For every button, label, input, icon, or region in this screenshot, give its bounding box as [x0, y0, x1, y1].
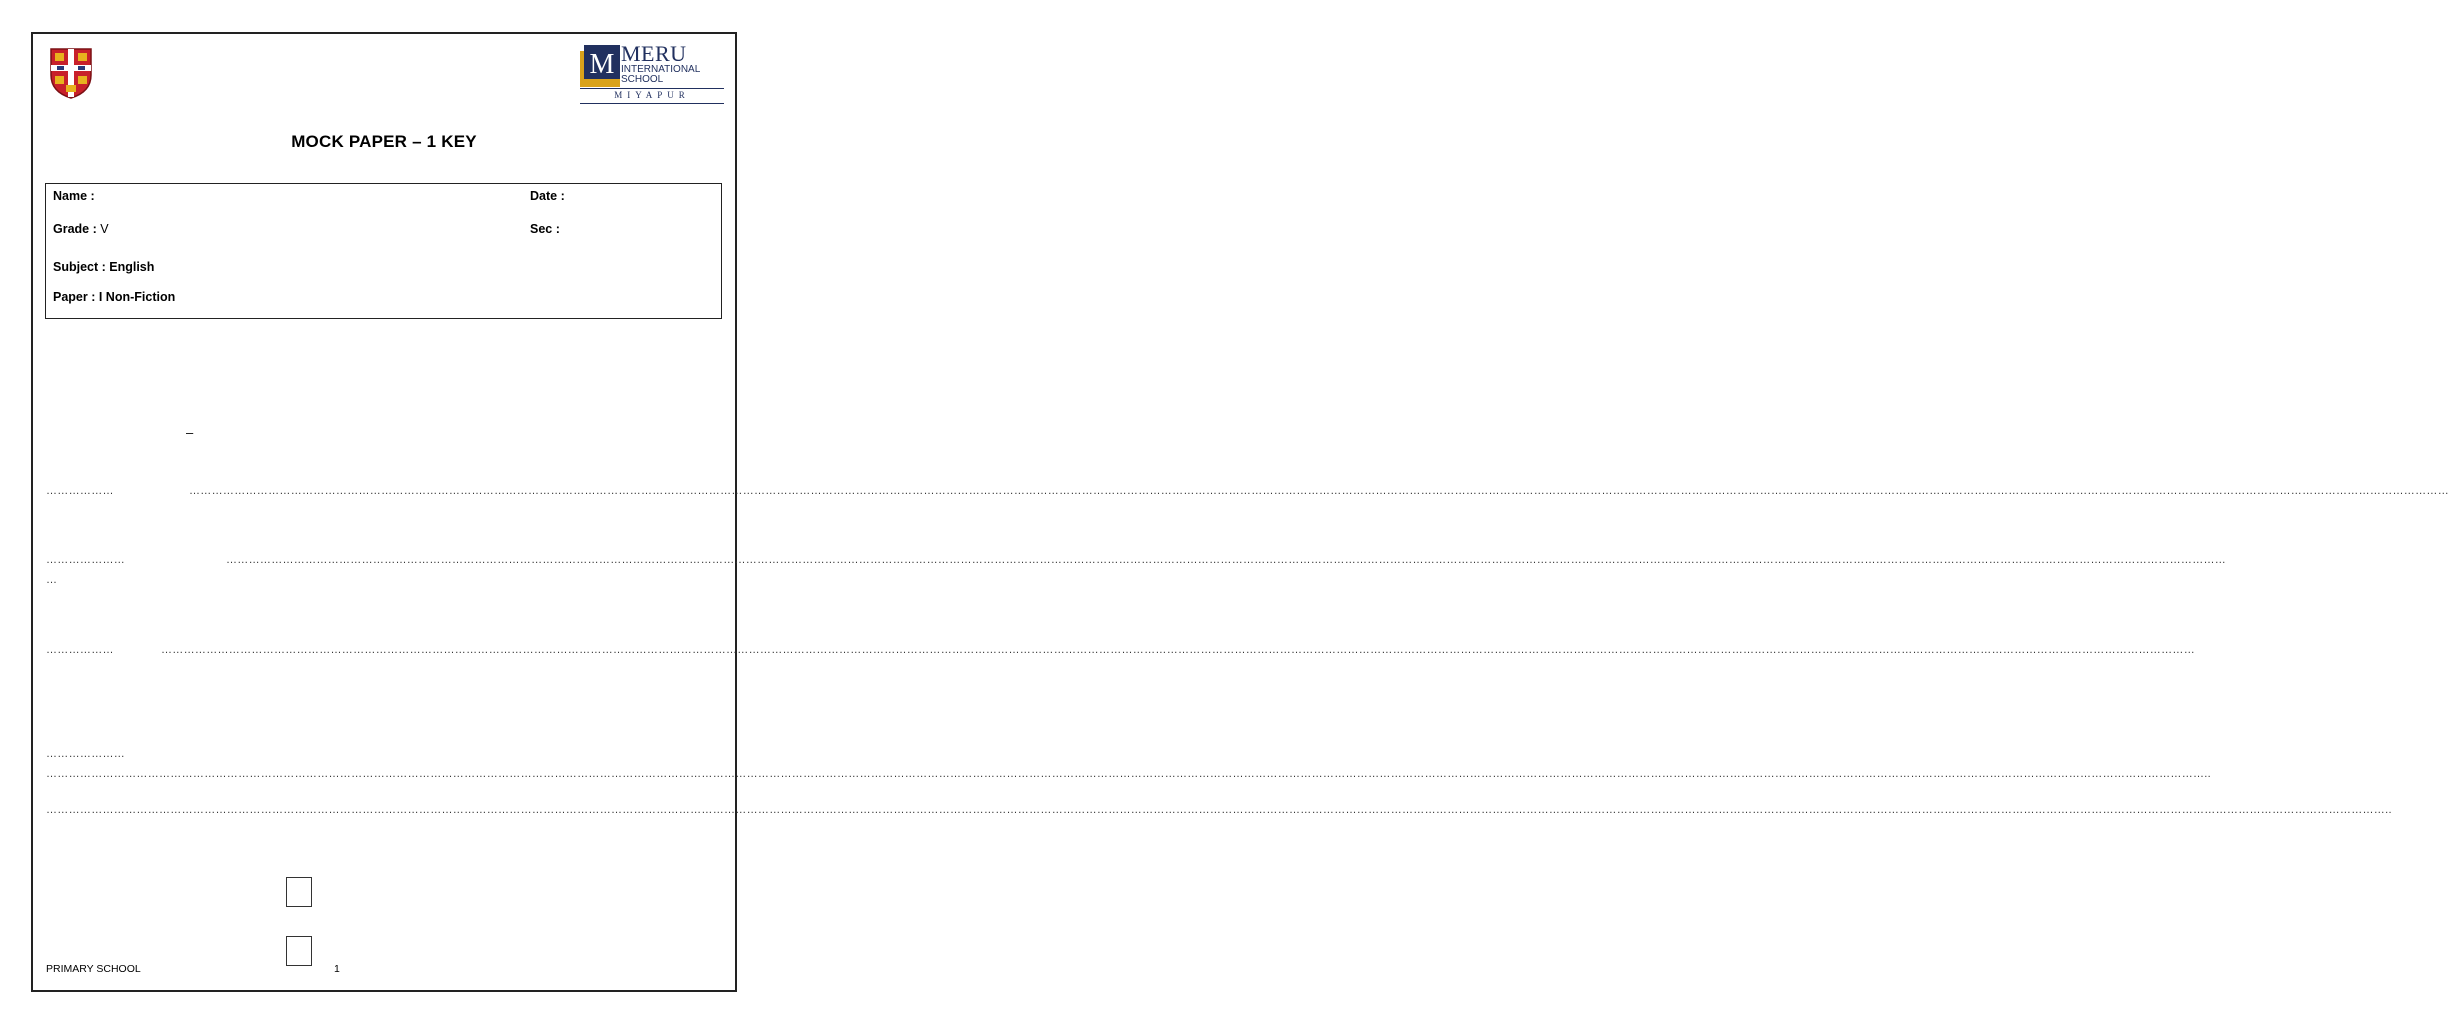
logo-city-bar — [580, 88, 724, 104]
subject-label: Subject : English — [53, 260, 155, 274]
answer-line-4b: …………………………………………………………………………………………………………………………………………………………………………………………………………………………………………………………………………………………………………………………………………………………………………………………………………………………………………………………………………………………………………………………….. — [46, 768, 2212, 780]
school-logo — [580, 41, 724, 105]
date-label: Date : — [530, 189, 565, 203]
answer-line-1b: …………………………………………………………………………………………………………………………………………………………………………………………………………………………………………………………………………………………………………………………………………………………………………………………………………………………………………………………………………………………………………………………………………………… — [189, 485, 2449, 497]
answer-line-5: ……………………………………………………………………………………………………………………………………………………………………………………………………………………………………………………………………………………………………………………………………………………………………………………………………………………………………………………………………………………………………………………………………………………………………….. — [46, 804, 2392, 816]
answer-line-4a: ………………… — [46, 748, 126, 760]
page-frame — [31, 32, 2449, 992]
page-number: 1 — [334, 963, 340, 975]
sec-label: Sec : — [530, 222, 560, 236]
meru-monogram-icon — [580, 45, 620, 87]
logo-school: SCHOOL — [621, 74, 664, 85]
answer-line-2b: ……………………………………………………………………………………………………………………………………………………………………………………………………………………………………………………………………………………………………………………………………………………………………………………………………………………………………………………………………………………… — [226, 554, 2227, 566]
logo-monogram: M — [589, 49, 615, 80]
footer-primary-school: PRIMARY SCHOOL — [46, 963, 141, 975]
grade-label: Grade : V — [53, 222, 109, 236]
logo-city: MIYAPUR — [614, 90, 690, 100]
dash-mark: – — [186, 425, 194, 440]
answer-line-2c: … — [46, 574, 58, 586]
answer-line-1a: ……………… — [46, 485, 114, 497]
paper-title: MOCK PAPER – 1 KEY — [291, 132, 477, 151]
answer-line-3a: ……………… — [46, 644, 114, 656]
grade-value: V — [100, 222, 109, 236]
name-label: Name : — [53, 189, 95, 203]
logo-international: INTERNATIONAL — [621, 64, 701, 75]
paper-label: Paper : I Non-Fiction — [53, 290, 176, 304]
checkbox-1[interactable] — [286, 877, 312, 907]
checkbox-2[interactable] — [286, 936, 312, 966]
student-info-box — [45, 183, 722, 319]
cambridge-crest-icon — [49, 47, 93, 99]
answer-line-3b: ……………………………………………………………………………………………………………………………………………………………………………………………………………………………………………………………………………………………………………………………………………………………………………………………………………………………………………………………………………………………… — [161, 644, 2195, 656]
answer-line-2a: ………………… — [46, 554, 126, 566]
logo-name: MERU — [621, 41, 687, 66]
